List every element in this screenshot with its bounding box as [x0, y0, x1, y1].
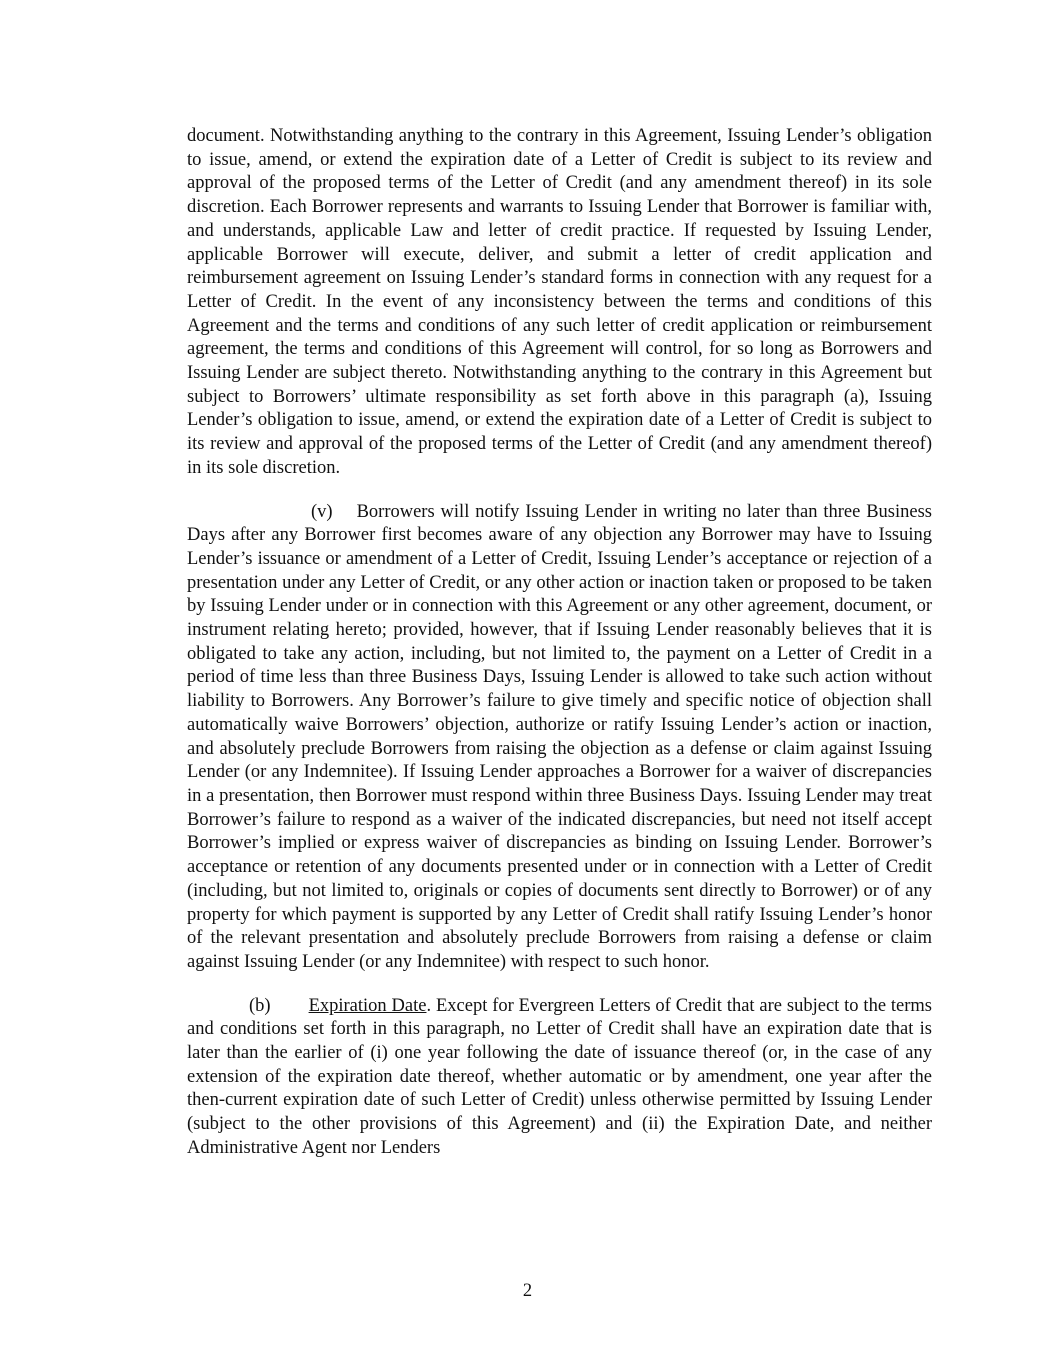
paragraph-b-heading-punct: .: [426, 995, 432, 1016]
paragraph-b-heading: Expiration Date: [308, 995, 427, 1016]
paragraph-v: [187, 501, 932, 975]
paragraph-continuation: document. Notwithstanding anything to the contrary in this Agreement, Issuing Lender’s obligation to issue, amend, or extend the expiration date of a Letter of Credit is subject to its review and approval of the proposed terms of the Letter of Credit (and any amendment thereof) in its sole discretion. Each Borrower represents and warrants to Issuing Lender that Borrower is familiar with, and understands, applicable Law and letter of credit practice. If requested by Issuing Lender, applicable Borrower will execute, deliver, and submit a letter of credit application and reimbursement agreement on Issuing Lender’s standard forms in connection with any request for a Letter of Credit. In the event of any inconsistency between the terms and conditions of this Agreement and the terms and conditions of any such letter of credit application or reimbursement agreement, the terms and conditions of this Agreement will control, for so long as Borrowers and Issuing Lender are subject thereto. Notwithstanding anything to the contrary in this Agreement but subject to Borrowers’ ultimate responsibility as set forth above in this paragraph (a), Issuing Lender’s obligation to issue, amend, or extend the expiration date of a Letter of Credit is subject to its review and approval of the proposed terms of the Letter of Credit (and any amendment thereof) in its sole discretion.: [187, 126, 932, 478]
page-number: 2: [522, 1281, 533, 1301]
paragraph-v-text: Borrowers will notify Issuing Lender in writing no later than three Business Days after any Borrower first becomes aware of any objection any Borrower may have to Issuing Lender’s issuance or amendment of a Letter of Credit, Issuing Lender’s acceptance or rejection of a presentation under any Letter of Credit, or any other action or inaction taken or proposed to be taken by Issuing Lender under or in connection with this Agreement or any other agreement, document, or instrument relating hereto; provided, however, that if Issuing Lender reasonably believes that it is obligated to take any action, including, but not limited to, the payment on a Letter of Credit in a period of time less than three Business Days, Issuing Lender is allowed to take such action without liability to Borrowers. Any Borrower’s failure to give timely and specific notice of objection shall automatically waive Borrowers’ objection, authorize or ratify Issuing Lender’s action or inaction, and absolutely preclude Borrowers from raising the objection as a defense or claim against Issuing Lender (or any Indemnitee). If Issuing Lender approaches a Borrower for a waiver of discrepancies in a presentation, then Borrower must respond within three Business Days. Issuing Lender may treat Borrower’s failure to respond as a waiver of the indicated discrepancies, but need not itself accept Borrower’s implied or express waiver of discrepancies as binding on Issuing Lender. Borrower’s acceptance or retention of any documents presented under or in connection with a Letter of Credit (including, but not limited to, originals or copies of documents sent directly to Borrower) or of any property for which payment is supported by any Letter of Credit shall ratify Issuing Lender’s honor of the relevant presentation and absolutely preclude Borrowers from raising a defense or claim against Issuing Lender (or any Indemnitee) with respect to such honor.: [187, 501, 932, 972]
document-body: [187, 125, 932, 1161]
paragraph-v-marker: (v): [311, 501, 333, 522]
paragraph-b: [187, 995, 932, 1161]
paragraph-b-text: Except for Evergreen Letters of Credit that are subject to the terms and conditions set forth in this paragraph, no Letter of Credit shall have an expiration date that is later than the earlier of (i) one year following the date of issuance thereof (or, in the case of any extension of the expiration date thereof, whether automatic or by amendment, one year after the then-current expiration date of such Letter of Credit) unless otherwise permitted by Issuing Lender (subject to the other provisions of this Agreement) and (ii) the Expiration Date, and neither Administrative Agent nor Lenders: [187, 995, 933, 1158]
paragraph-b-marker: (b): [249, 995, 271, 1016]
paragraph-spacer: [187, 975, 932, 995]
paragraph-spacer: [187, 481, 932, 501]
